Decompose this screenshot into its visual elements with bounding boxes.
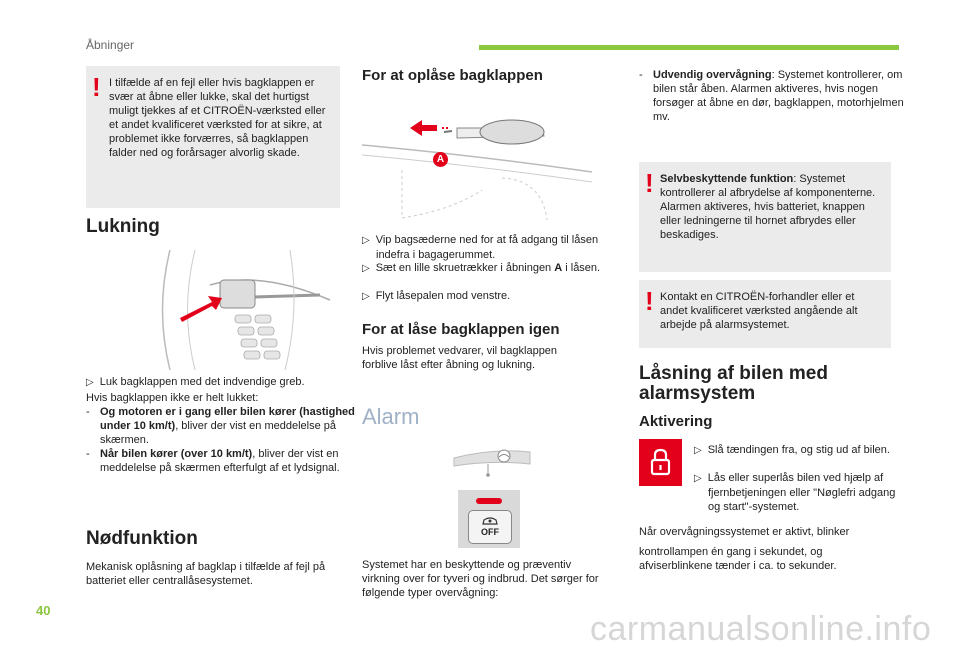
lock-warning-icon xyxy=(639,439,682,486)
selv-bold: Selvbeskyttende funktion xyxy=(660,173,794,185)
not-closed-text: Hvis bagklappen ikke er helt lukket: xyxy=(86,392,259,404)
section-title: Åbninger xyxy=(86,38,135,52)
dash: - xyxy=(86,448,90,460)
step2-post: i låsen. xyxy=(562,262,601,274)
header-accent-bar xyxy=(479,45,899,50)
heading-lukning: Lukning xyxy=(86,216,160,237)
marker-a xyxy=(433,152,448,167)
padlock-icon xyxy=(649,447,672,477)
heading-nodfunktion: Nødfunktion xyxy=(86,528,198,549)
bullet-icon: ▷ xyxy=(362,291,370,302)
heading-alarm: Alarm xyxy=(362,404,420,429)
warning-icon: ! xyxy=(92,72,101,102)
page-number: 40 xyxy=(36,603,51,618)
udv-rest: : Systemet kontrollerer, om bilen står åben. Alarmen aktiveres, hvis nogen forsøger at åbne en dør, bagklappen, motorhjelmen mv. xyxy=(653,69,904,123)
bullet-icon: ▷ xyxy=(362,235,370,246)
dash: - xyxy=(86,406,90,418)
car-sensor-icon xyxy=(481,515,499,527)
item1-bold: Og motoren er i gang eller bilen kører (hastighed under 10 km/t) xyxy=(100,406,355,432)
heading-laase: For at låse bagklappen igen xyxy=(362,321,560,338)
alarm-text: Systemet har en beskyttende og præventiv virkning over for tyveri og indbrud. Det sørger for følgende typer overvågning: xyxy=(362,559,599,599)
heading-oplaase: For at oplåse bagklappen xyxy=(362,67,543,84)
list-item-2 xyxy=(86,447,356,475)
dash: - xyxy=(639,69,643,81)
laasning-title-line2: alarmsystem xyxy=(639,383,756,404)
nodfunktion-text: Mekanisk oplåsning af bagklap i tilfælde af fejl på batteriet eller centrallåsesystemet. xyxy=(86,561,326,587)
step2-pre: Sæt en lille skruetrækker i åbningen xyxy=(375,262,555,274)
warning-box-selvbeskyttende xyxy=(639,162,891,272)
illustration-tailgate-handle xyxy=(150,250,340,370)
warning-text: I tilfælde af en fejl eller hvis bagklappen er svær at åbne eller lukke, skal det hurtigst muligt tjekkes af et CITROËN-værksted eller et andet kvalificeret værksted for at sikre, at problemet ikke forværres, så bagklappen falder ned og forårsager alvorlig skade. xyxy=(109,77,326,159)
step1-text: Vip bagsæderne ned for at få adgang til låsen indefra i bagagerummet. xyxy=(375,234,599,261)
bullet-icon: ▷ xyxy=(86,377,94,388)
aktivering-step-1 xyxy=(694,443,908,458)
off-label: OFF xyxy=(481,527,499,537)
alarm-indicator-led xyxy=(476,498,502,504)
aktivering-step-2 xyxy=(694,471,908,514)
item2-bold: Når bilen kører (over 10 km/t) xyxy=(100,448,253,460)
warning-box-tailgate xyxy=(86,66,340,208)
udvendig-overvaagning xyxy=(639,68,905,124)
selv-rest: : Systemet kontrollerer al afbrydelse af komponenterne. Alarmen aktiveres, hvis batteriet, knappen eller ledningerne til hornet afbrydes eller beskadiges. xyxy=(660,173,876,241)
oplaase-step-1 xyxy=(362,233,616,262)
akt1-text: Slå tændingen fra, og stig ud af bilen. xyxy=(707,444,890,456)
lukning-step-text: Luk bagklappen med det indvendige greb. xyxy=(99,376,305,388)
selvbeskyttende-text xyxy=(660,172,884,242)
step3-text: Flyt låsepalen mod venstre. xyxy=(375,290,511,302)
item1-rest: , bliver der vist en meddelelse på skærmen. xyxy=(100,420,336,446)
oplaase-step-3 xyxy=(362,289,616,304)
item2-rest: , bliver der vist en meddelelse på skærmen efterfulgt af et lydsignal. xyxy=(100,448,340,474)
illustration-screwdriver-lock xyxy=(362,100,592,220)
step2-bold: A xyxy=(554,262,563,274)
bullet-icon: ▷ xyxy=(694,445,702,456)
kontakt-text: Kontakt en CITROËN-forhandler eller et andet kvalificeret værksted angående alt arbejde på alarmsystemet. xyxy=(660,291,858,331)
marker-a-label: A xyxy=(436,154,445,165)
bullet-icon: ▷ xyxy=(694,473,702,484)
oplaase-step-2 xyxy=(362,261,616,276)
alarm-off-button[interactable] xyxy=(468,510,512,544)
lukning-step xyxy=(86,375,356,390)
akt2-text: Lås eller superlås bilen ved hjælp af fjernbetjeningen eller "Nøglefri adgang og start"-systemet. xyxy=(707,472,896,513)
blink-text-1: Når overvågningssystemet er aktivt, blinker xyxy=(639,526,850,538)
warning-icon: ! xyxy=(645,286,654,316)
udv-bold: Udvendig overvågning xyxy=(653,69,772,81)
watermark: carmanualsonline.info xyxy=(590,610,932,648)
list-item-1 xyxy=(86,405,356,447)
laase-text: Hvis problemet vedvarer, vil bagklappen forblive låst efter åbning og lukning. xyxy=(362,345,558,371)
warning-icon: ! xyxy=(645,168,654,198)
heading-aktivering: Aktivering xyxy=(639,413,713,430)
illustration-roof-sensor xyxy=(452,446,532,480)
warning-box-kontakt xyxy=(639,280,891,348)
blink-text-2: kontrollampen én gang i sekundet, og afviserblinkene tænder i ca. to sekunder. xyxy=(639,546,837,572)
laasning-title-line1: Låsning af bilen med xyxy=(639,363,828,384)
bullet-icon: ▷ xyxy=(362,263,370,274)
heading-laasning xyxy=(639,364,828,404)
alarm-button-panel xyxy=(458,490,520,548)
